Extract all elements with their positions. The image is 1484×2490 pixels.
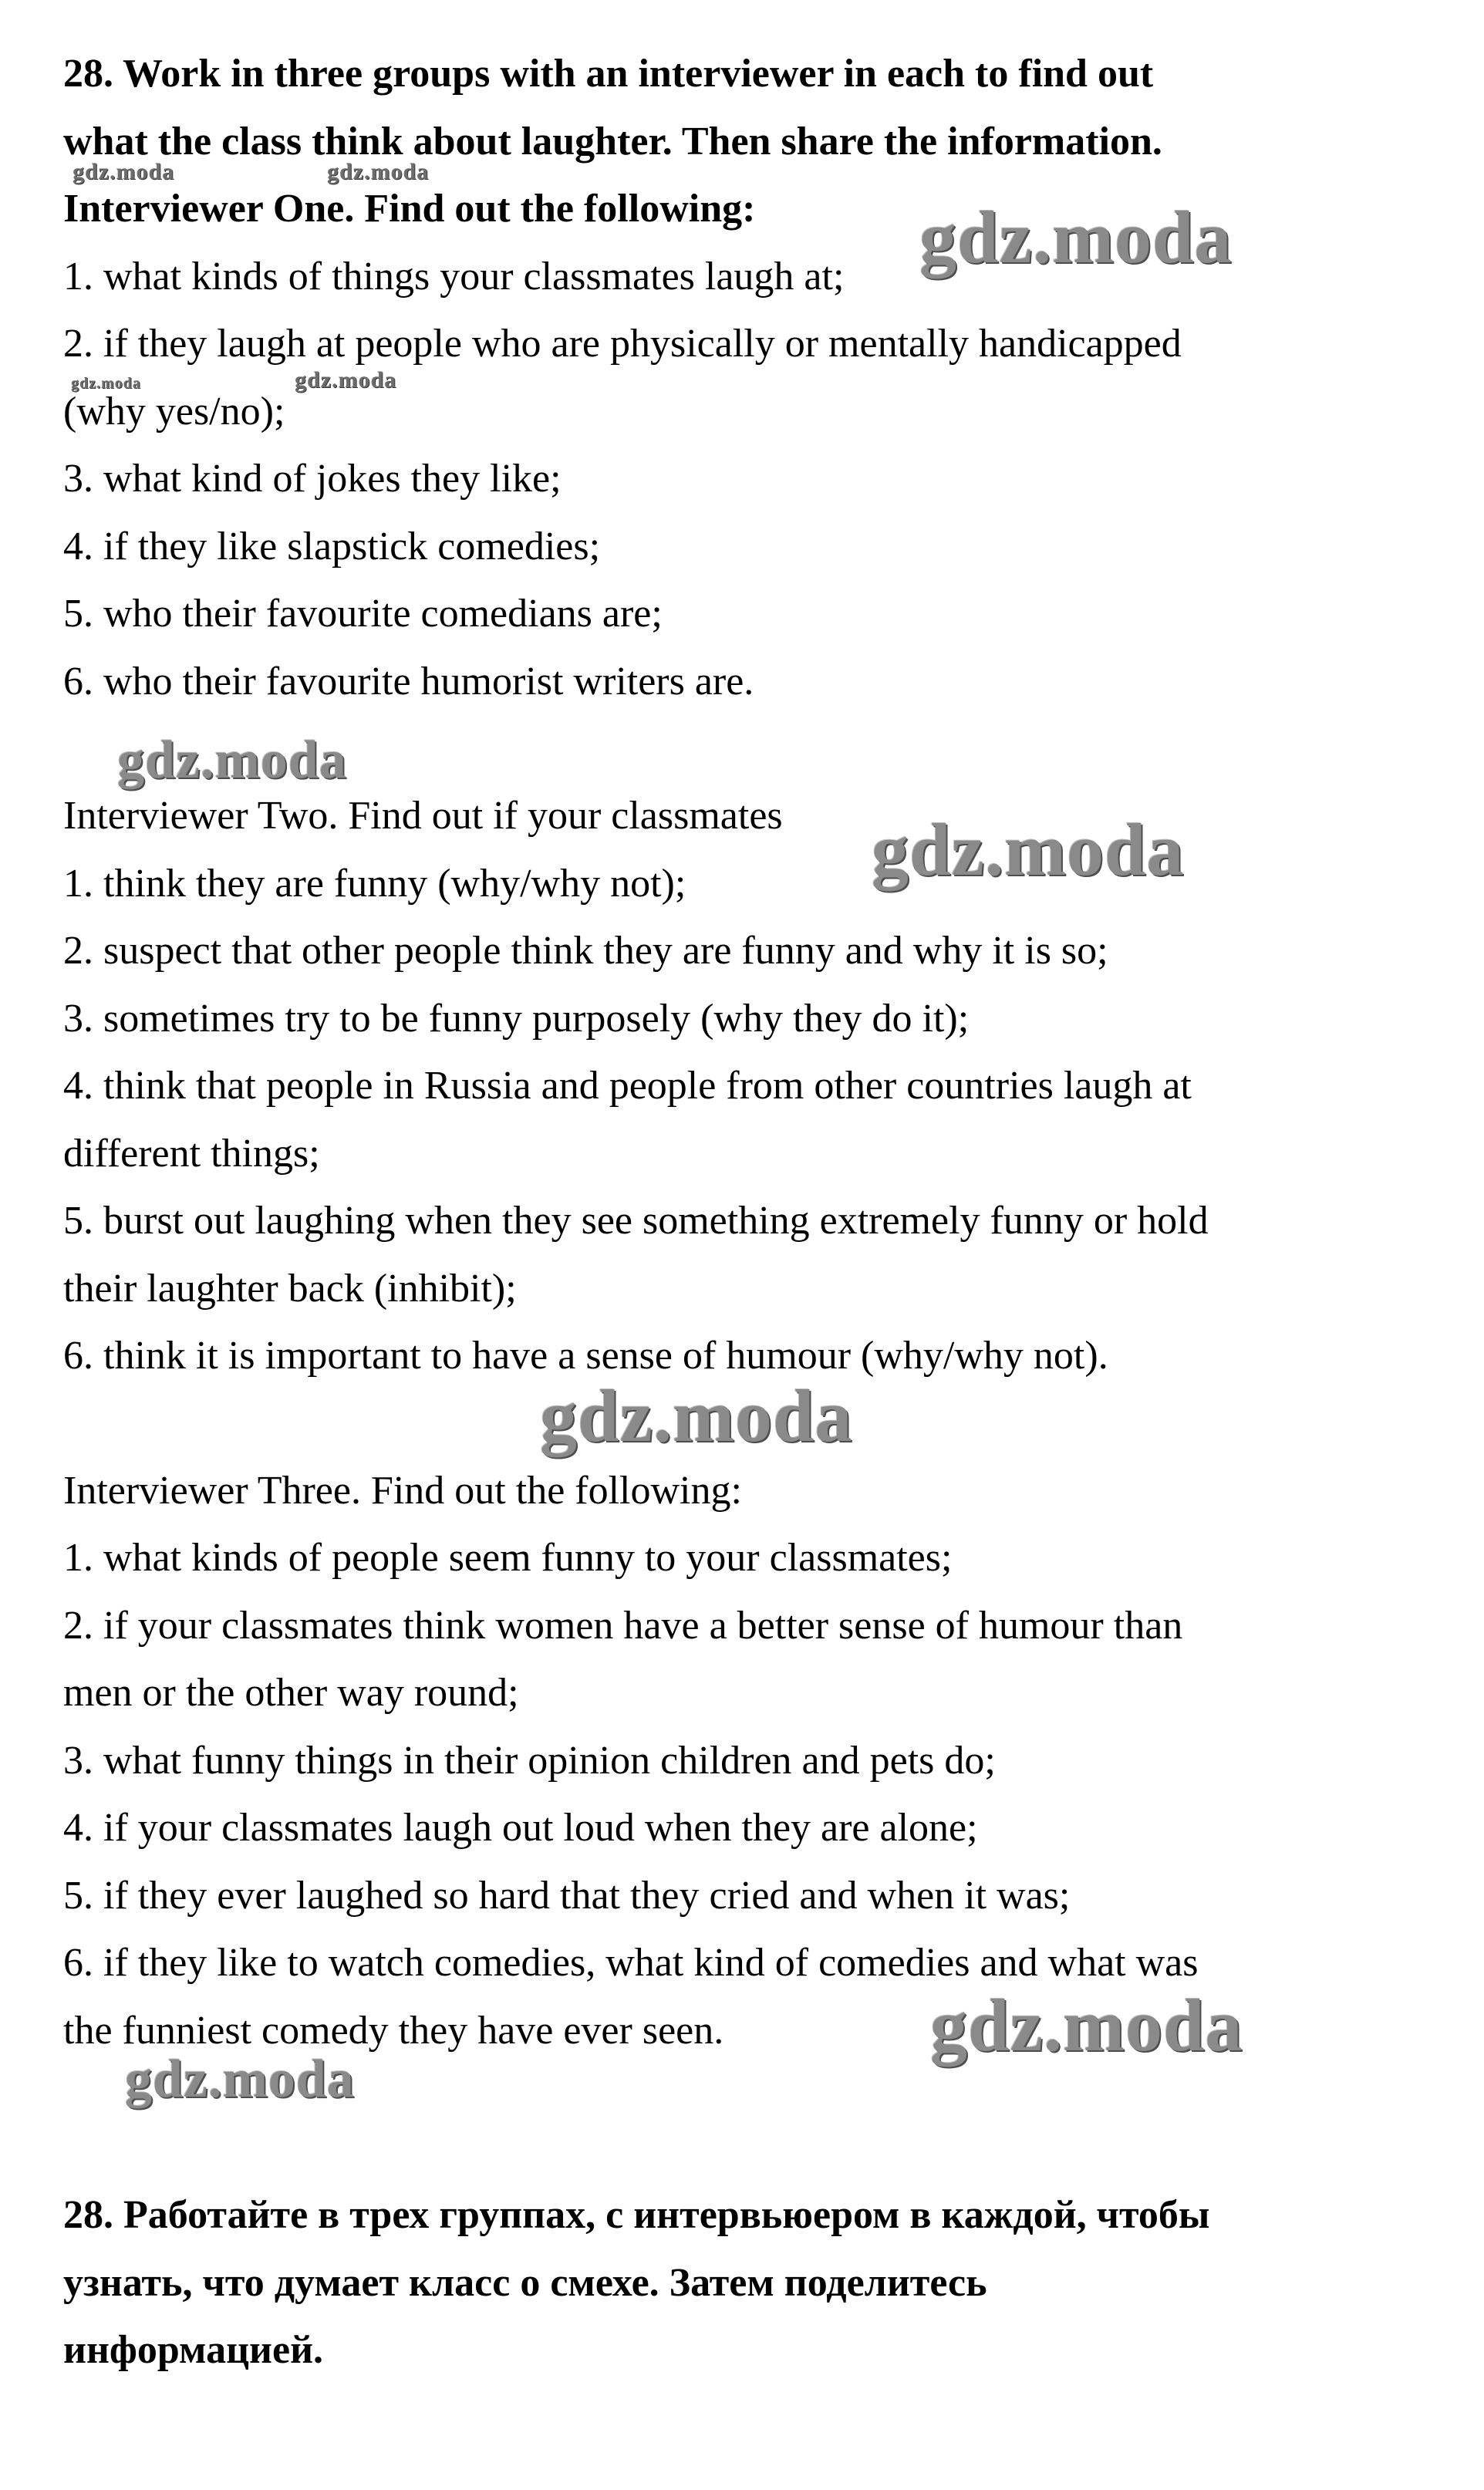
watermark: gdz.moda <box>295 367 397 393</box>
translation-line-2: узнать, что думает класс о смехе. Затем поделитесь <box>63 2260 987 2305</box>
watermark: gdz.moda <box>930 1984 1243 2067</box>
interviewer-two-item: different things; <box>63 1131 320 1176</box>
interviewer-two-item: their laughter back (inhibit); <box>63 1266 517 1311</box>
watermark: gdz.moda <box>117 730 347 790</box>
watermark: gdz.moda <box>71 375 141 392</box>
interviewer-two-section <box>63 782 1452 1390</box>
interviewer-two-item: 1. think they are funny (why/why not); <box>63 861 686 906</box>
section-spacer <box>63 2064 1452 2181</box>
task-title-line-1: 28. Work in three groups with an interviewer in each to find out <box>63 52 1154 96</box>
interviewer-one-item: 4. if they like slapstick comedies; <box>63 524 601 569</box>
interviewer-one-item: 2. if they laugh at people who are physically or mentally handicapped <box>63 322 1182 366</box>
interviewer-two-item: 4. think that people in Russia and people from other countries laugh at <box>63 1064 1192 1108</box>
section-spacer <box>63 1390 1452 1457</box>
interviewer-three-item: 4. if your classmates laugh out loud when they are alone; <box>63 1806 978 1850</box>
document-page <box>63 40 1452 2384</box>
interviewer-two-item: 3. sometimes try to be funny purposely (why they do it); <box>63 996 970 1041</box>
watermark: gdz.moda <box>73 159 175 184</box>
section-spacer <box>63 715 1452 782</box>
interviewer-one-heading: Interviewer One. Find out the following: <box>63 187 756 231</box>
interviewer-one-section <box>63 175 1452 715</box>
interviewer-two-item: 6. think it is important to have a sense of humour (why/why not). <box>63 1334 1108 1378</box>
translation-line-1: 28. Работайте в трех группах, с интервьюером в каждой, чтобы <box>63 2193 1210 2237</box>
interviewer-three-item: the funniest comedy they have ever seen. <box>63 2008 724 2053</box>
watermark: gdz.moda <box>125 2050 355 2109</box>
task-title-line-2: what the class think about laughter. Then share the information. <box>63 119 1162 164</box>
interviewer-one-item: 3. what kind of jokes they like; <box>63 457 562 501</box>
interviewer-three-item: 2. if your classmates think women have a better sense of humour than <box>63 1603 1183 1648</box>
interviewer-one-item: 1. what kinds of things your classmates laugh at; <box>63 254 845 299</box>
interviewer-two-heading: Interviewer Two. Find out if your classmates <box>63 794 783 838</box>
interviewer-three-section <box>63 1457 1452 2065</box>
interviewer-three-item: 6. if they like to watch comedies, what kind of comedies and what was <box>63 1941 1199 1985</box>
interviewer-one-item: 5. who their favourite comedians are; <box>63 592 663 636</box>
interviewer-one-item: 6. who their favourite humorist writers are. <box>63 659 754 703</box>
translation-section <box>63 2181 1452 2384</box>
interviewer-three-item: 1. what kinds of people seem funny to your classmates; <box>63 1536 953 1580</box>
watermark: gdz.moda <box>872 808 1185 891</box>
interviewer-three-heading: Interviewer Three. Find out the following: <box>63 1468 742 1513</box>
interviewer-three-item: men or the other way round; <box>63 1671 519 1715</box>
watermark: gdz.moda <box>327 159 430 184</box>
watermark: gdz.moda <box>540 1375 853 1457</box>
interviewer-three-item: 5. if they ever laughed so hard that they cried and when it was; <box>63 1873 1071 1918</box>
interviewer-one-item: (why yes/no); <box>63 389 285 434</box>
watermark: gdz.moda <box>919 196 1233 278</box>
interviewer-two-item: 2. suspect that other people think they are funny and why it is so; <box>63 929 1108 973</box>
translation-line-3: информацией. <box>63 2328 324 2372</box>
interviewer-two-item: 5. burst out laughing when they see something extremely funny or hold <box>63 1199 1209 1243</box>
interviewer-three-item: 3. what funny things in their opinion children and pets do; <box>63 1738 996 1783</box>
